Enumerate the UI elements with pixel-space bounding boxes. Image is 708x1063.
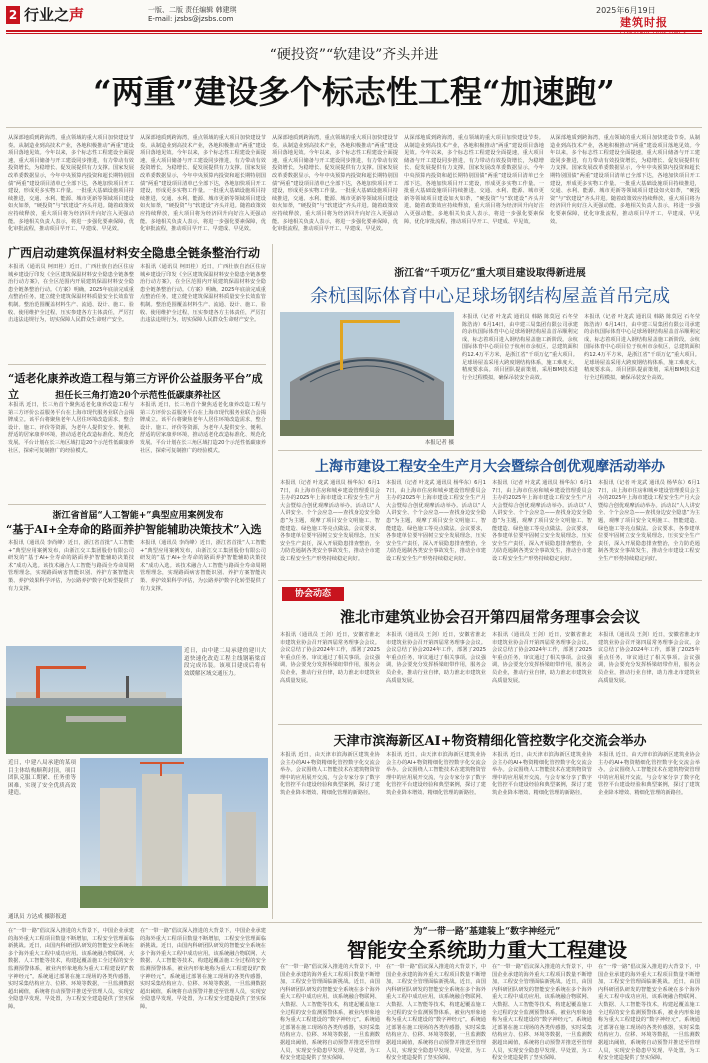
- pension-body-col2: 本报讯 近日，长三角首个聚焦适老化康养改造工程与第三方评价公益服务平台在上海市现代服务业联合会揭牌成立。该平台将聚焦老年人居住环境改造需求，整合设计、施工、评价等资源，为老年人提供安全、便利、舒适的居家康养环境，推动适老化改造标准化、规范化发展。平台计划在长三角区域打造20个示范性低碳康养社区，探索可复制推广的经验模式。: [140, 402, 266, 454]
- zjai-body-col2: 本报讯（通讯员 李尚峰）近日，浙江省首批“人工智能+”典型应用案例发布，由浙江交工集团股份有限公司研发的“基于AI+全寿命的路面养护智能辅助决策技术”成功入选。该技术融合人工智能与路面全寿命周期管理理念，实现路面病害智能识别、养护方案智能决策、养护效果科学评估，为公路养护数字化转型提供了有力支撑。: [140, 540, 266, 592]
- building-caption: 近日，中建八局承建的某项目主体结构顺利封顶，项目团队克服工期紧、任务重等困难，实现了安全优质高效建造。: [8, 760, 76, 797]
- tianjin-body-col3: 本报讯 近日，由天津市滨海新区建筑业协会主办的AI+物资精细化管控数字化交流会举办。会议围绕人工智能技术在建筑物资管理中的应用展开交流，与会专家分享了数字化管控平台建设经验和典型案例，探讨了建筑企业降本增效、精细化管理的新路径。: [492, 752, 592, 796]
- stadium-body-col1: 本报讯（记者 叶龙武 通讯员 韩路 陈莫冠 石冬莹 陈浩涛）6月14日，由中建三局集团有限公司承建的余杭国际体育中心足球场钢结构屋盖首吊顺利完成，标志着项目进入钢结构屋盖施工新阶段。余杭国际体育中心项目位于杭州市余杭区，总建筑面积约12.4万平方米，是浙江省“千项万亿”重大项目。足球场屋盖采用大跨度钢结构体系，施工难度大、精度要求高。项目团队提前策划，采用BIM技术进行全过程模拟，确保吊装安全高效。: [462, 314, 578, 381]
- header-rule-thin: [6, 33, 702, 34]
- rule: [8, 504, 266, 505]
- stadium-photo: [280, 312, 454, 436]
- guangxi-body-col1: 本报讯（通讯员 柯田桂）近日，广西壮族自治区住房城乡建设厅印发《全区建筑保温材料安全隐患全链条整治行动方案》，在全区范围内开展建筑保温材料安全隐患全链条整治行动。《方案》明确，2025年底前完成重点整治任务，建立健全建筑保温材料质量安全长效监管机制。整治范围覆盖材料生产、流通、设计、施工、验收、使用维护全过程，压实参建各方主体责任，严厉打击违法违规行为，切实保障人民群众生命财产安全。: [8, 264, 134, 324]
- huaibei-body-col4: 本报讯（通讯员 王剑）近日，安徽省淮北市建筑业协会召开第四届常务理事会会议。会议总结了协会2024年工作，部署了2025年重点任务，审议通过了相关事项。会议强调，协会要充分发挥桥梁纽带作用，服务会员企业，推动行业自律，助力淮北市建筑业高质量发展。: [598, 632, 700, 684]
- lead-rule: [6, 127, 702, 128]
- building-photo: [80, 758, 268, 908]
- rule: [278, 450, 702, 451]
- stadium-photo-credit: 本报记者 摄: [424, 440, 454, 446]
- lead-kicker: “硬投资”“软建设”齐头并进: [269, 47, 439, 63]
- belt-body-col6: 在“一带一路”倡议深入推进的大背景下，中国企业承建的海外重大工程项目数量不断增加，工程安全管理面临新挑战。近日，由国内科研团队研发的智能安全系统在多个海外重大工程中成功应用。该系统融合物联网、大数据、人工智能等技术，构建起覆盖施工全过程的安全监测预警体系，被业内形象地称为重大工程建设的“数字神经元”。系统通过部署在施工现场的各类传感器，实时采集结构应力、位移、环境等数据，一旦监测数据超出阈值，系统将自动预警并推送至管理人员，实现安全隐患早发现、早处置，为工程安全建造提供了坚实保障。: [598, 964, 700, 1062]
- zjai-kicker: 浙江省首届“人工智能+”典型应用案例发布: [52, 511, 224, 521]
- rule: [278, 580, 702, 581]
- stadium-kicker: 浙江省“千项万亿”重大项目建设取得新进展: [394, 268, 586, 279]
- tianjin-body-col1: 本报讯 近日，由天津市滨海新区建筑业协会主办的AI+物资精细化管控数字化交流会举办。会议围绕人工智能技术在建筑物资管理中的应用展开交流，与会专家分享了数字化管控平台建设经验和典型案例，探讨了建筑企业降本增效、精细化管理的新路径。: [280, 752, 380, 796]
- stadium-title: 余杭国际体育中心足球场钢结构屋盖首吊完成: [310, 286, 670, 307]
- rule: [8, 364, 266, 365]
- belt-title: 智能安全系统助力重大工程建设: [347, 938, 627, 962]
- association-tag: 协会动态: [282, 587, 344, 601]
- section-title: [24, 4, 84, 25]
- lead-body-col4: 从深部地质到跨海湾，重点领域的重大项目加快建设节奏。从制造业到高技术产业，各地积极推动“两重”建设项目落地见效。今年以来，多个标志性工程建设全面提速，重大项目储备与开工建设同步推进，有力带动有效投资增长，为稳增长、促发展提供有力支撑。国家发展改革委数据显示，今年中央预算内投资和超长期特别国债“两重”建设项目清单已全部下达，各地加快项目开工建设，形成更多实物工作量。一批重大基础设施项目持续推进，交通、水利、能源、城市更新等领域项目建设如火如荼，“硬投资”与“软建设”齐头并进。随着政策效应持续释放，重大项目将为经济回升向好注入更强动能。多地相关负责人表示，将进一步强化要素保障，优化审批流程，推动项目早开工、早建成、早见效。: [404, 135, 544, 225]
- zjai-body-col1: 本报讯（通讯员 李尚峰）近日，浙江省首批“人工智能+”典型应用案例发布，由浙江交工集团股份有限公司研发的“基于AI+全寿命的路面养护智能辅助决策技术”成功入选。该技术融合人工智能与路面全寿命周期管理理念，实现路面病害智能识别、养护方案智能决策、养护效果科学评估，为公路养护数字化转型提供了有力支撑。: [8, 540, 134, 592]
- pension-title: “适老化康养改造工程与第三方评价公益服务平台”成立: [8, 372, 263, 401]
- stadium-body-col2: 本报讯（记者 叶龙武 通讯员 韩路 陈莫冠 石冬莹 陈浩涛）6月14日，由中建三局集团有限公司承建的余杭国际体育中心足球场钢结构屋盖首吊顺利完成，标志着项目进入钢结构屋盖施工新阶段。余杭国际体育中心项目位于杭州市余杭区，总建筑面积约12.4万平方米，是浙江省“千项万亿”重大项目。足球场屋盖采用大跨度钢结构体系，施工难度大、精度要求高。项目团队提前策划，采用BIM技术进行全过程模拟，确保吊装安全高效。: [584, 314, 700, 381]
- zjai-title: “基于AI+全寿命的路面养护智能辅助决策技术”入选: [6, 523, 262, 536]
- pension-subtitle: 担任长三角打造20个示范性低碳康养社区: [55, 391, 221, 401]
- paper-name: 建筑时报: [620, 16, 668, 29]
- editor-info: [148, 6, 236, 24]
- huaibei-body-col1: 本报讯（通讯员 王剑）近日，安徽省淮北市建筑业协会召开第四届常务理事会会议。会议总结了协会2024年工作，部署了2025年重点任务，审议通过了相关事项。会议强调，协会要充分发挥桥梁纽带作用，服务会员企业，推动行业自律，助力淮北市建筑业高质量发展。: [280, 632, 380, 684]
- editor-email: E-mail: jzsbs@jzsbs.com: [148, 15, 234, 23]
- rule: [6, 922, 702, 923]
- section-title-a: 行业之: [24, 6, 70, 24]
- safety-body-col2: 本报讯（记者 叶龙武 通讯员 杨华东）6月17日，由上海市住房和城乡建设管理委员会主办的2025年上海市建设工程安全生产月大会暨综合创优观摩活动举办。活动以“人人讲安全、个个会应急——查找身边安全隐患”为主题，观摩了项目安全文明施工、智能建造、绿色施工等亮点做法。会议要求，各参建单位要牢固树立安全发展理念，压实安全生产责任，深入开展隐患排查整治，全力防范遏制各类安全事故发生，推动全市建设工程安全生产形势持续稳定向好。: [386, 480, 486, 562]
- belt-body-col4: 在“一带一路”倡议深入推进的大背景下，中国企业承建的海外重大工程项目数量不断增加，工程安全管理面临新挑战。近日，由国内科研团队研发的智能安全系统在多个海外重大工程中成功应用。该系统融合物联网、大数据、人工智能等技术，构建起覆盖施工全过程的安全监测预警体系，被业内形象地称为重大工程建设的“数字神经元”。系统通过部署在施工现场的各类传感器，实时采集结构应力、位移、环境等数据，一旦监测数据超出阈值，系统将自动预警并推送至管理人员，实现安全隐患早发现、早处置，为工程安全建造提供了坚实保障。: [386, 964, 486, 1062]
- bridge-photo: [6, 646, 182, 754]
- lead-body-col2: 从深部地质到跨海湾，重点领域的重大项目加快建设节奏。从制造业到高技术产业，各地积极推动“两重”建设项目落地见效。今年以来，多个标志性工程建设全面提速，重大项目储备与开工建设同步推进，有力带动有效投资增长，为稳增长、促发展提供有力支撑。国家发展改革委数据显示，今年中央预算内投资和超长期特别国债“两重”建设项目清单已全部下达，各地加快项目开工建设，形成更多实物工作量。一批重大基础设施项目持续推进，交通、水利、能源、城市更新等领域项目建设如火如荼，“硬投资”与“软建设”齐头并进。随着政策效应持续释放，重大项目将为经济回升向好注入更强动能。多地相关负责人表示，将进一步强化要素保障，优化审批流程，推动项目早开工、早建成、早见效。: [140, 135, 266, 233]
- safety-title: 上海市建设工程安全生产月大会暨综合创优观摩活动举办: [315, 459, 665, 475]
- tianjin-body-col2: 本报讯 近日，由天津市滨海新区建筑业协会主办的AI+物资精细化管控数字化交流会举办。会议围绕人工智能技术在建筑物资管理中的应用展开交流，与会专家分享了数字化管控平台建设经验和典型案例，探讨了建筑企业降本增效、精细化管理的新路径。: [386, 752, 486, 796]
- rule: [278, 724, 702, 725]
- header-rule: [6, 30, 702, 32]
- belt-body-col2: 在“一带一路”倡议深入推进的大背景下，中国企业承建的海外重大工程项目数量不断增加，工程安全管理面临新挑战。近日，由国内科研团队研发的智能安全系统在多个海外重大工程中成功应用。该系统融合物联网、大数据、人工智能等技术，构建起覆盖施工全过程的安全监测预警体系，被业内形象地称为重大工程建设的“数字神经元”。系统通过部署在施工现场的各类传感器，实时采集结构应力、位移、环境等数据，一旦监测数据超出阈值，系统将自动预警并推送至管理人员，实现安全隐患早发现、早处置，为工程安全建造提供了坚实保障。: [140, 928, 266, 1010]
- safety-body-col4: 本报讯（记者 叶龙武 通讯员 杨华东）6月17日，由上海市住房和城乡建设管理委员会主办的2025年上海市建设工程安全生产月大会暨综合创优观摩活动举办。活动以“人人讲安全、个个会应急——查找身边安全隐患”为主题，观摩了项目安全文明施工、智能建造、绿色施工等亮点做法。会议要求，各参建单位要牢固树立安全发展理念，压实安全生产责任，深入开展隐患排查整治，全力防范遏制各类安全事故发生，推动全市建设工程安全生产形势持续稳定向好。: [598, 480, 700, 562]
- belt-body-col5: 在“一带一路”倡议深入推进的大背景下，中国企业承建的海外重大工程项目数量不断增加，工程安全管理面临新挑战。近日，由国内科研团队研发的智能安全系统在多个海外重大工程中成功应用。该系统融合物联网、大数据、人工智能等技术，构建起覆盖施工全过程的安全监测预警体系，被业内形象地称为重大工程建设的“数字神经元”。系统通过部署在施工现场的各类传感器，实时采集结构应力、位移、环境等数据，一旦监测数据超出阈值，系统将自动预警并推送至管理人员，实现安全隐患早发现、早处置，为工程安全建造提供了坚实保障。: [492, 964, 592, 1062]
- safety-body-col3: 本报讯（记者 叶龙武 通讯员 杨华东）6月17日，由上海市住房和城乡建设管理委员会主办的2025年上海市建设工程安全生产月大会暨综合创优观摩活动举办。活动以“人人讲安全、个个会应急——查找身边安全隐患”为主题，观摩了项目安全文明施工、智能建造、绿色施工等亮点做法。会议要求，各参建单位要牢固树立安全发展理念，压实安全生产责任，深入开展隐患排查整治，全力防范遏制各类安全事故发生，推动全市建设工程安全生产形势持续稳定向好。: [492, 480, 592, 562]
- guangxi-body-col2: 本报讯（通讯员 柯田桂）近日，广西壮族自治区住房城乡建设厅印发《全区建筑保温材料安全隐患全链条整治行动方案》，在全区范围内开展建筑保温材料安全隐患全链条整治行动。《方案》明确，2025年底前完成重点整治任务，建立健全建筑保温材料质量安全长效监管机制。整治范围覆盖材料生产、流通、设计、施工、验收、使用维护全过程，压实参建各方主体责任，严厉打击违法违规行为，切实保障人民群众生命财产安全。: [140, 264, 266, 324]
- belt-body-col1: 在“一带一路”倡议深入推进的大背景下，中国企业承建的海外重大工程项目数量不断增加，工程安全管理面临新挑战。近日，由国内科研团队研发的智能安全系统在多个海外重大工程中成功应用。该系统融合物联网、大数据、人工智能等技术，构建起覆盖施工全过程的安全监测预警体系，被业内形象地称为重大工程建设的“数字神经元”。系统通过部署在施工现场的各类传感器，实时采集结构应力、位移、环境等数据，一旦监测数据超出阈值，系统将自动预警并推送至管理人员，实现安全隐患早发现、早处置，为工程安全建造提供了坚实保障。: [8, 928, 134, 1010]
- lead-body-col1: 从深部地质到跨海湾，重点领域的重大项目加快建设节奏。从制造业到高技术产业，各地积极推动“两重”建设项目落地见效。今年以来，多个标志性工程建设全面提速，重大项目储备与开工建设同步推进，有力带动有效投资增长，为稳增长、促发展提供有力支撑。国家发展改革委数据显示，今年中央预算内投资和超长期特别国债“两重”建设项目清单已全部下达，各地加快项目开工建设，形成更多实物工作量。一批重大基础设施项目持续推进，交通、水利、能源、城市更新等领域项目建设如火如荼，“硬投资”与“软建设”齐头并进。随着政策效应持续释放，重大项目将为经济回升向好注入更强动能。多地相关负责人表示，将进一步强化要素保障，优化审批流程，推动项目早开工、早建成、早见效。: [8, 135, 134, 233]
- photo-credit: 通讯员 方达成 摄影报道: [8, 914, 67, 920]
- lead-body-col5: 从深部地质到跨海湾，重点领域的重大项目加快建设节奏。从制造业到高技术产业，各地积极推动“两重”建设项目落地见效。今年以来，多个标志性工程建设全面提速，重大项目储备与开工建设同步推进，有力带动有效投资增长，为稳增长、促发展提供有力支撑。国家发展改革委数据显示，今年中央预算内投资和超长期特别国债“两重”建设项目清单已全部下达，各地加快项目开工建设，形成更多实物工作量。一批重大基础设施项目持续推进，交通、水利、能源、城市更新等领域项目建设如火如荼，“硬投资”与“软建设”齐头并进。随着政策效应持续释放，重大项目将为经济回升向好注入更强动能。多地相关负责人表示，将进一步强化要素保障，优化审批流程，推动项目早开工、早建成、早见效。: [550, 135, 700, 225]
- tianjin-body-col4: 本报讯 近日，由天津市滨海新区建筑业协会主办的AI+物资精细化管控数字化交流会举办。会议围绕人工智能技术在建筑物资管理中的应用展开交流，与会专家分享了数字化管控平台建设经验和典型案例，探讨了建筑企业降本增效、精细化管理的新路径。: [598, 752, 700, 796]
- column-divider: [272, 244, 273, 919]
- belt-body-col3: 在“一带一路”倡议深入推进的大背景下，中国企业承建的海外重大工程项目数量不断增加，工程安全管理面临新挑战。近日，由国内科研团队研发的智能安全系统在多个海外重大工程中成功应用。该系统融合物联网、大数据、人工智能等技术，构建起覆盖施工全过程的安全监测预警体系，被业内形象地称为重大工程建设的“数字神经元”。系统通过部署在施工现场的各类传感器，实时采集结构应力、位移、环境等数据，一旦监测数据超出阈值，系统将自动预警并推送至管理人员，实现安全隐患早发现、早处置，为工程安全建造提供了坚实保障。: [280, 964, 380, 1062]
- page-number: 2: [6, 6, 20, 24]
- pension-body-col1: 本报讯 近日，长三角首个聚焦适老化康养改造工程与第三方评价公益服务平台在上海市现代服务业联合会揭牌成立。该平台将聚焦老年人居住环境改造需求，整合设计、施工、评价等资源，为老年人提供安全、便利、舒适的居家康养环境，推动适老化改造标准化、规范化发展。平台计划在长三角区域打造20个示范性低碳康养社区，探索可复制推广的经验模式。: [8, 402, 134, 454]
- section-title-b: 声: [69, 6, 85, 24]
- huaibei-title: 淮北市建筑业协会召开第四届常务理事会会议: [339, 608, 640, 626]
- lead-headline: “两重”建设多个标志性工程“加速跑”: [93, 73, 615, 111]
- bridge-caption: 近日，由中建二局承建的建川大道快速化改造工程主线钢箱梁首段完成吊装。该项目建成后将有效缓解区域交通压力。: [184, 648, 266, 677]
- editor-line: 一版、二版 责任编辑 韩建琪: [148, 6, 237, 14]
- lead-body-col3: 从深部地质到跨海湾，重点领域的重大项目加快建设节奏。从制造业到高技术产业，各地积极推动“两重”建设项目落地见效。今年以来，多个标志性工程建设全面提速，重大项目储备与开工建设同步推进，有力带动有效投资增长，为稳增长、促发展提供有力支撑。国家发展改革委数据显示，今年中央预算内投资和超长期特别国债“两重”建设项目清单已全部下达，各地加快项目开工建设，形成更多实物工作量。一批重大基础设施项目持续推进，交通、水利、能源、城市更新等领域项目建设如火如荼，“硬投资”与“软建设”齐头并进。随着政策效应持续释放，重大项目将为经济回升向好注入更强动能。多地相关负责人表示，将进一步强化要素保障，优化审批流程，推动项目早开工、早建成、早见效。: [272, 135, 398, 233]
- huaibei-body-col2: 本报讯（通讯员 王剑）近日，安徽省淮北市建筑业协会召开第四届常务理事会会议。会议总结了协会2024年工作，部署了2025年重点任务，审议通过了相关事项。会议强调，协会要充分发挥桥梁纽带作用，服务会员企业，推动行业自律，助力淮北市建筑业高质量发展。: [386, 632, 486, 684]
- huaibei-body-col3: 本报讯（通讯员 王剑）近日，安徽省淮北市建筑业协会召开第四届常务理事会会议。会议总结了协会2024年工作，部署了2025年重点任务，审议通过了相关事项。会议强调，协会要充分发挥桥梁纽带作用，服务会员企业，推动行业自律，助力淮北市建筑业高质量发展。: [492, 632, 592, 684]
- belt-kicker: 为“一带一路”基建装上“数字神经元”: [413, 927, 561, 937]
- guangxi-title: 广西启动建筑保温材料安全隐患全链条整治行动: [8, 246, 261, 260]
- issue-date: 2025年6月19日: [596, 6, 656, 15]
- tianjin-title: 天津市滨海新区AI+物资精细化管控数字化交流会举办: [333, 734, 647, 749]
- safety-body-col1: 本报讯（记者 叶龙武 通讯员 杨华东）6月17日，由上海市住房和城乡建设管理委员会主办的2025年上海市建设工程安全生产月大会暨综合创优观摩活动举办。活动以“人人讲安全、个个会应急——查找身边安全隐患”为主题，观摩了项目安全文明施工、智能建造、绿色施工等亮点做法。会议要求，各参建单位要牢固树立安全发展理念，压实安全生产责任，深入开展隐患排查整治，全力防范遏制各类安全事故发生，推动全市建设工程安全生产形势持续稳定向好。: [280, 480, 380, 562]
